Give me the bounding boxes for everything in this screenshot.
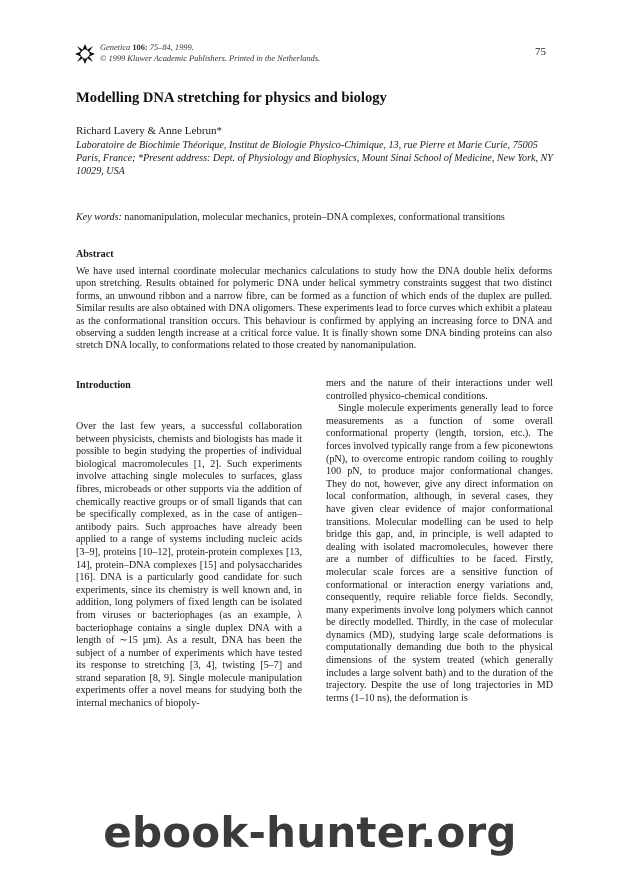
authors: Richard Lavery & Anne Lebrun* (76, 125, 223, 137)
keywords-list: nanomanipulation, molecular mechanics, protein–DNA complexes, conformational transitions (121, 212, 505, 223)
keywords (76, 212, 554, 223)
intro-paragraph-1: Over the last few years, a successful collaboration between physicists, chemists and biologists has made it possible to begin studying the properties of individual biological macromolecules [1, 2]. Such experiments involve attaching single molecules to surfaces, glass fibres, microbeads or other supports via the addition of chemically reactive groups or of small ligands that can be specifically complexed, as in the case of antigen–antibody pairs. Such approaches have already been applied to a range of systems including nucleic acids [3–9], proteins [10–12], protein-protein complexes [13, 14], protein–DNA complexes [15] and polysaccharides [16]. DNA is a particularly good candidate for such experiments, since its chemistry is well known and, in addition, long polymers of fixed length can be isolated from viruses or bacteriophages (as an example, λ bacteriophage contains a single duplex DNA with a length of ∼15 µm). As a result, DNA has been the subject of a number of experiments which have tested its response to stretching [3, 4], twisting [5–7] and strand separation [8, 9]. Single molecule manipulation experiments offer a novel means for studying both the internal mechanics of biopoly- (76, 421, 302, 710)
article-title: Modelling DNA stretching for physics and biology (76, 90, 387, 106)
journal-citation (100, 43, 320, 64)
journal-volume: 106: (132, 43, 148, 52)
watermark: ebook-hunter.org (103, 808, 517, 857)
keywords-label: Key words: (76, 212, 122, 223)
intro-paragraph-2: Single molecule experiments generally lead to force measurements as a function of some overall conformational property (length, torsion, etc.). The forces involved typically range from a few piconewtons (pN), to overcome entropic random coiling to roughly 100 pN, to produce major conformational changes. They do not, however, give any direct information on local conformation, although, in several cases, they have given clear evidence of major conformational transitions. Molecular modelling can be used to help bridge this gap, and, in principle, is well adapted to dealing with isolated macromolecules, however there are a number of difficulties to be faced. Firstly, molecular scale forces are a sensitive function of conformational or interaction energy variations and, consequently, require reliable force fields. Secondly, many experiments involve long polymers which cannot be directly modelled. Thirdly, in the case of molecular dynamics (MD), studying large scale deformations is computationally demanding due both to the physical dimensions of the system treated (which generally includes a large solvent bath) and to the duration of the trajectory. Despite the use of long trajectories in MD terms (1–10 ns), the deformation is (326, 403, 553, 704)
left-column (76, 421, 302, 711)
page-number: 75 (535, 46, 546, 58)
affiliation: Laboratoire de Biochimie Théorique, Institut de Biologie Physico-Chimique, 13, rue Pierre et Marie Curie, 75005 Paris, France; *Present address: Dept. of Physiology and Biophysics, Mount Sinai School of Medicine, New York, NY 10029, USA (76, 140, 553, 177)
copyright-line: © 1999 Kluwer Academic Publishers. Printed in the Netherlands. (100, 53, 321, 63)
journal-pages: 75–84, 1999. (147, 43, 194, 52)
abstract-text: We have used internal coordinate molecular mechanics calculations to study how the DNA double helix deforms upon stretching. Results obtained for polymeric DNA under helical symmetry constraints suggest that two distinct forms, an unwound ribbon and a narrow fibre, can be formed as a function of which ends of the duplex are pulled. Similar results are also obtained with DNA oligomers. These experiments lead to force curves which exhibit a plateau as the conformational transition occurs. This behaviour is confirmed by applying an increasing force to DNA and observing a sudden length increase at a critical force value. It is finally shown some DNA binding proteins can also stretch DNA locally, to conformations related to those created by nanomanipulation. (76, 266, 552, 352)
intro-paragraph-1-continued: mers and the nature of their interactions under well controlled physico-chemical conditions. (326, 378, 553, 402)
journal-name: Genetica (100, 43, 131, 52)
journal-line (100, 43, 320, 54)
abstract-heading: Abstract (76, 249, 114, 260)
right-column (326, 378, 553, 705)
publisher-logo-icon (74, 43, 96, 65)
introduction-heading: Introduction (76, 380, 131, 391)
